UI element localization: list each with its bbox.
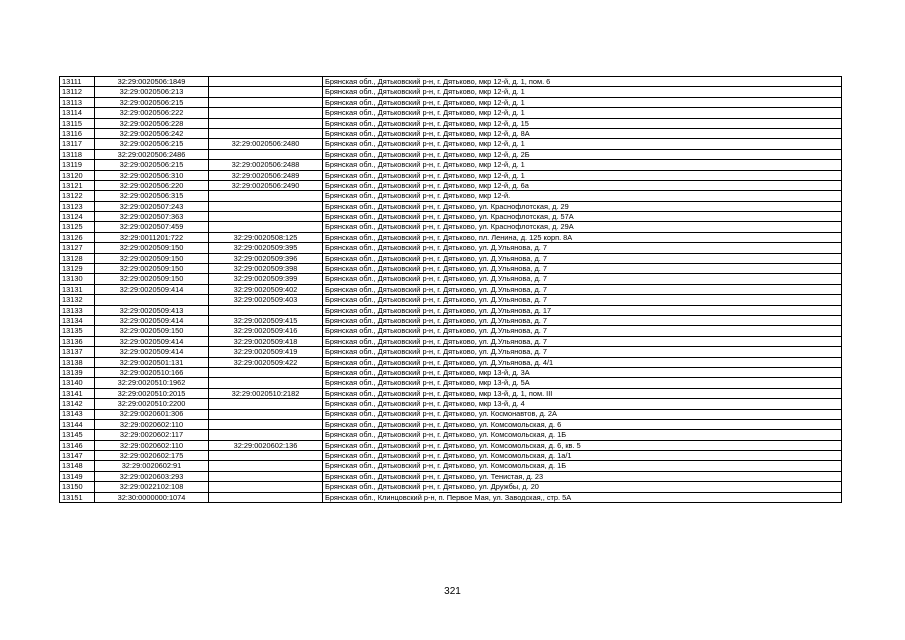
table-row — [60, 451, 842, 461]
row-number-cell: 13124 — [60, 212, 95, 222]
cadastral-number-cell — [95, 295, 209, 305]
row-number-cell: 13139 — [60, 367, 95, 377]
row-number-cell: 13113 — [60, 97, 95, 107]
address-cell: Брянская обл., Дятьковский р-н, г. Дятьково, мкр 13-й, д. 1, пом. III — [323, 388, 842, 398]
row-number-cell: 13117 — [60, 139, 95, 149]
table-row — [60, 170, 842, 180]
row-number-cell: 13122 — [60, 191, 95, 201]
row-number-cell: 13147 — [60, 451, 95, 461]
address-cell: Брянская обл., Дятьковский р-н, г. Дятьково, мкр 12-й, д. 6а — [323, 180, 842, 190]
cadastral-number-cell: 32:30:0000000:1074 — [95, 492, 209, 502]
table-row — [60, 471, 842, 481]
cadastral-number-cell: 32:29:0020509:414 — [95, 284, 209, 294]
address-cell: Брянская обл., Дятьковский р-н, г. Дятьково, ул. Д.Ульянова, д. 7 — [323, 284, 842, 294]
row-number-cell: 13116 — [60, 128, 95, 138]
secondary-cadastral-number-cell: 32:29:0020509:415 — [209, 315, 323, 325]
secondary-cadastral-number-cell — [209, 149, 323, 159]
row-number-cell: 13145 — [60, 430, 95, 440]
cadastral-number-cell: 32:29:0020602:91 — [95, 461, 209, 471]
table-row — [60, 440, 842, 450]
row-number-cell: 13134 — [60, 315, 95, 325]
secondary-cadastral-number-cell — [209, 87, 323, 97]
cadastral-number-cell: 32:29:0020507:459 — [95, 222, 209, 232]
cadastral-number-cell: 32:29:0020510:1962 — [95, 378, 209, 388]
cadastral-number-cell: 32:29:0020509:150 — [95, 326, 209, 336]
table-row — [60, 180, 842, 190]
table-row — [60, 160, 842, 170]
row-number-cell: 13130 — [60, 274, 95, 284]
address-cell: Брянская обл., Дятьковский р-н, г. Дятьково, мкр 12-й, д. 1 — [323, 160, 842, 170]
address-cell: Брянская обл., Дятьковский р-н, г. Дятьково, мкр 12-й, д. 15 — [323, 118, 842, 128]
cadastral-number-cell: 32:29:0020509:150 — [95, 274, 209, 284]
row-number-cell: 13150 — [60, 482, 95, 492]
cadastral-number-cell: 32:29:0022102:108 — [95, 482, 209, 492]
row-number-cell: 13142 — [60, 399, 95, 409]
address-cell: Брянская обл., Дятьковский р-н, г. Дятьково, ул. Комсомольская, д. 1Б — [323, 461, 842, 471]
table-row — [60, 482, 842, 492]
cadastral-number-cell: 32:29:0020509:414 — [95, 336, 209, 346]
cadastral-number-cell: 32:29:0020509:150 — [95, 243, 209, 253]
cadastral-number-cell: 32:29:0020506:215 — [95, 160, 209, 170]
row-number-cell: 13127 — [60, 243, 95, 253]
address-cell: Брянская обл., Дятьковский р-н, г. Дятьково, ул. Д.Ульянова, д. 7 — [323, 336, 842, 346]
table-row — [60, 201, 842, 211]
secondary-cadastral-number-cell: 32:29:0020509:396 — [209, 253, 323, 263]
secondary-cadastral-number-cell — [209, 128, 323, 138]
address-cell: Брянская обл., Дятьковский р-н, г. Дятьково, ул. Краснофлотская, д. 57А — [323, 212, 842, 222]
cadastral-number-cell: 32:29:0020506:215 — [95, 97, 209, 107]
secondary-cadastral-number-cell: 32:29:0020509:418 — [209, 336, 323, 346]
cadastral-number-cell: 32:29:0020506:228 — [95, 118, 209, 128]
cadastral-number-cell: 32:29:0020510:2200 — [95, 399, 209, 409]
row-number-cell: 13133 — [60, 305, 95, 315]
secondary-cadastral-number-cell — [209, 201, 323, 211]
table-row — [60, 409, 842, 419]
secondary-cadastral-number-cell — [209, 419, 323, 429]
row-number-cell: 13120 — [60, 170, 95, 180]
cadastral-number-cell: 32:29:0020509:414 — [95, 347, 209, 357]
cadastral-number-cell: 32:29:0020509:150 — [95, 253, 209, 263]
address-cell: Брянская обл., Дятьковский р-н, г. Дятьково, ул. Комсомольская, д. 6, кв. 5 — [323, 440, 842, 450]
row-number-cell: 13138 — [60, 357, 95, 367]
secondary-cadastral-number-cell: 32:29:0020506:2490 — [209, 180, 323, 190]
row-number-cell: 13141 — [60, 388, 95, 398]
secondary-cadastral-number-cell: 32:29:0020509:422 — [209, 357, 323, 367]
address-cell: Брянская обл., Дятьковский р-н, г. Дятьково, ул. Тенистая, д. 23 — [323, 471, 842, 481]
table-row — [60, 388, 842, 398]
address-cell: Брянская обл., Дятьковский р-н, г. Дятьково, ул. Д.Ульянова, д. 7 — [323, 326, 842, 336]
secondary-cadastral-number-cell — [209, 222, 323, 232]
row-number-cell: 13125 — [60, 222, 95, 232]
table-row — [60, 367, 842, 377]
cadastral-number-cell: 32:29:0020509:414 — [95, 315, 209, 325]
secondary-cadastral-number-cell: 32:29:0020509:419 — [209, 347, 323, 357]
row-number-cell: 13144 — [60, 419, 95, 429]
address-cell: Брянская обл., Дятьковский р-н, г. Дятьково, мкр 12-й, д. 1 — [323, 108, 842, 118]
secondary-cadastral-number-cell — [209, 399, 323, 409]
row-number-cell: 13118 — [60, 149, 95, 159]
table-row — [60, 222, 842, 232]
row-number-cell: 13137 — [60, 347, 95, 357]
table-row — [60, 378, 842, 388]
table-row — [60, 295, 842, 305]
table-row — [60, 97, 842, 107]
address-cell: Брянская обл., Дятьковский р-н, г. Дятьково, ул. Краснофлотская, д. 29А — [323, 222, 842, 232]
row-number-cell: 13149 — [60, 471, 95, 481]
secondary-cadastral-number-cell — [209, 378, 323, 388]
table-row — [60, 264, 842, 274]
secondary-cadastral-number-cell: 32:29:0020509:398 — [209, 264, 323, 274]
table-row — [60, 336, 842, 346]
cadastral-number-cell: 32:29:0020506:213 — [95, 87, 209, 97]
address-cell: Брянская обл., Дятьковский р-н, г. Дятьково, мкр 12-й, д. 8А — [323, 128, 842, 138]
table-row — [60, 118, 842, 128]
table-row — [60, 315, 842, 325]
cadastral-number-cell: 32:29:0020510:166 — [95, 367, 209, 377]
cadastral-number-cell: 32:29:0020506:315 — [95, 191, 209, 201]
cadastral-number-cell: 32:29:0020506:222 — [95, 108, 209, 118]
row-number-cell: 13128 — [60, 253, 95, 263]
address-cell: Брянская обл., Дятьковский р-н, г. Дятьково, мкр 12-й, д. 1 — [323, 97, 842, 107]
cadastral-number-cell: 32:29:0020507:363 — [95, 212, 209, 222]
row-number-cell: 13151 — [60, 492, 95, 502]
address-cell: Брянская обл., Дятьковский р-н, г. Дятьково, пл. Ленина, д. 125 корп. 8А — [323, 232, 842, 242]
secondary-cadastral-number-cell: 32:29:0020506:2488 — [209, 160, 323, 170]
table-row — [60, 357, 842, 367]
secondary-cadastral-number-cell: 32:29:0020509:403 — [209, 295, 323, 305]
row-number-cell: 13115 — [60, 118, 95, 128]
secondary-cadastral-number-cell — [209, 191, 323, 201]
address-cell: Брянская обл., Дятьковский р-н, г. Дятьково, мкр 12-й, д. 1 — [323, 139, 842, 149]
address-cell: Брянская обл., Дятьковский р-н, г. Дятьково, ул. Д.Ульянова, д. 7 — [323, 253, 842, 263]
row-number-cell: 13123 — [60, 201, 95, 211]
address-cell: Брянская обл., Дятьковский р-н, г. Дятьково, мкр 12-й, д. 1 — [323, 87, 842, 97]
row-number-cell: 13126 — [60, 232, 95, 242]
table-row — [60, 128, 842, 138]
cadastral-number-cell: 32:29:0020510:2015 — [95, 388, 209, 398]
secondary-cadastral-number-cell: 32:29:0020602:136 — [209, 440, 323, 450]
table-row — [60, 243, 842, 253]
table-row — [60, 212, 842, 222]
table-row — [60, 347, 842, 357]
cadastral-number-cell: 32:29:0020602:110 — [95, 440, 209, 450]
cadastral-number-cell: 32:29:0020506:310 — [95, 170, 209, 180]
address-cell: Брянская обл., Дятьковский р-н, г. Дятьково, ул. Д.Ульянова, д. 4/1 — [323, 357, 842, 367]
secondary-cadastral-number-cell — [209, 461, 323, 471]
table-row — [60, 492, 842, 502]
address-cell: Брянская обл., Дятьковский р-н, г. Дятьково, ул. Космонавтов, д. 2А — [323, 409, 842, 419]
cadastral-number-cell: 32:29:0020602:175 — [95, 451, 209, 461]
row-number-cell: 13112 — [60, 87, 95, 97]
page-number: 321 — [444, 586, 461, 597]
address-cell: Брянская обл., Дятьковский р-н, г. Дятьково, мкр 13-й, д. 4 — [323, 399, 842, 409]
row-number-cell: 13119 — [60, 160, 95, 170]
secondary-cadastral-number-cell — [209, 367, 323, 377]
row-number-cell: 13135 — [60, 326, 95, 336]
cadastral-number-cell: 32:29:0020507:243 — [95, 201, 209, 211]
address-cell: Брянская обл., Дятьковский р-н, г. Дятьково, ул. Дружбы, д. 20 — [323, 482, 842, 492]
address-cell: Брянская обл., Дятьковский р-н, г. Дятьково, ул. Д.Ульянова, д. 7 — [323, 315, 842, 325]
table-row — [60, 149, 842, 159]
cadastral-number-cell: 32:29:0020602:110 — [95, 419, 209, 429]
address-cell: Брянская обл., Дятьковский р-н, г. Дятьково, ул. Комсомольская, д. 1а/1 — [323, 451, 842, 461]
row-number-cell: 13131 — [60, 284, 95, 294]
address-cell: Брянская обл., Дятьковский р-н, г. Дятьково, мкр 12-й. — [323, 191, 842, 201]
secondary-cadastral-number-cell — [209, 451, 323, 461]
secondary-cadastral-number-cell: 32:29:0020509:402 — [209, 284, 323, 294]
table-row — [60, 232, 842, 242]
cadastral-number-cell: 32:29:0020506:242 — [95, 128, 209, 138]
secondary-cadastral-number-cell: 32:29:0020509:399 — [209, 274, 323, 284]
row-number-cell: 13140 — [60, 378, 95, 388]
secondary-cadastral-number-cell — [209, 108, 323, 118]
address-cell: Брянская обл., Дятьковский р-н, г. Дятьково, ул. Д.Ульянова, д. 7 — [323, 295, 842, 305]
address-cell: Брянская обл., Дятьковский р-н, г. Дятьково, мкр 12-й, д. 1, пом. 6 — [323, 77, 842, 87]
cadastral-number-cell: 32:29:0020506:1849 — [95, 77, 209, 87]
table-row — [60, 419, 842, 429]
table-row — [60, 77, 842, 87]
cadastral-number-cell: 32:29:0020506:215 — [95, 139, 209, 149]
table-row — [60, 305, 842, 315]
cadastral-number-cell: 32:29:0011201:722 — [95, 232, 209, 242]
secondary-cadastral-number-cell — [209, 77, 323, 87]
cadastral-number-cell: 32:29:0020603:293 — [95, 471, 209, 481]
table-row — [60, 430, 842, 440]
row-number-cell: 13148 — [60, 461, 95, 471]
table-row — [60, 274, 842, 284]
address-cell: Брянская обл., Дятьковский р-н, г. Дятьково, мкр 12-й, д. 1 — [323, 170, 842, 180]
secondary-cadastral-number-cell — [209, 118, 323, 128]
address-cell: Брянская обл., Дятьковский р-н, г. Дятьково, ул. Д.Ульянова, д. 7 — [323, 347, 842, 357]
secondary-cadastral-number-cell — [209, 430, 323, 440]
address-cell: Брянская обл., Дятьковский р-н, г. Дятьково, ул. Краснофлотская, д. 29 — [323, 201, 842, 211]
secondary-cadastral-number-cell — [209, 482, 323, 492]
row-number-cell: 13129 — [60, 264, 95, 274]
row-number-cell: 13132 — [60, 295, 95, 305]
table-body — [60, 77, 842, 503]
secondary-cadastral-number-cell — [209, 212, 323, 222]
secondary-cadastral-number-cell — [209, 492, 323, 502]
row-number-cell: 13121 — [60, 180, 95, 190]
address-cell: Брянская обл., Клинцовский р-н, п. Первое Мая, ул. Заводская,, стр. 5А — [323, 492, 842, 502]
secondary-cadastral-number-cell: 32:29:0020508:125 — [209, 232, 323, 242]
table-row — [60, 139, 842, 149]
cadastral-number-cell: 32:29:0020501:131 — [95, 357, 209, 367]
cadastral-number-cell: 32:29:0020506:220 — [95, 180, 209, 190]
address-cell: Брянская обл., Дятьковский р-н, г. Дятьково, мкр 12-й, д. 2Б — [323, 149, 842, 159]
row-number-cell: 13143 — [60, 409, 95, 419]
secondary-cadastral-number-cell — [209, 97, 323, 107]
secondary-cadastral-number-cell: 32:29:0020506:2480 — [209, 139, 323, 149]
address-cell: Брянская обл., Дятьковский р-н, г. Дятьково, ул. Д.Ульянова, д. 7 — [323, 264, 842, 274]
address-cell: Брянская обл., Дятьковский р-н, г. Дятьково, ул. Комсомольская, д. 6 — [323, 419, 842, 429]
table-row — [60, 326, 842, 336]
table-row — [60, 461, 842, 471]
cadastral-number-cell: 32:29:0020509:150 — [95, 264, 209, 274]
secondary-cadastral-number-cell — [209, 471, 323, 481]
secondary-cadastral-number-cell: 32:29:0020510:2182 — [209, 388, 323, 398]
row-number-cell: 13146 — [60, 440, 95, 450]
address-cell: Брянская обл., Дятьковский р-н, г. Дятьково, мкр 13-й, д. 5А — [323, 378, 842, 388]
row-number-cell: 13136 — [60, 336, 95, 346]
address-cell: Брянская обл., Дятьковский р-н, г. Дятьково, ул. Д.Ульянова, д. 7 — [323, 274, 842, 284]
cadastral-number-cell: 32:29:0020602:117 — [95, 430, 209, 440]
cadastral-number-cell: 32:29:0020506:2486 — [95, 149, 209, 159]
secondary-cadastral-number-cell: 32:29:0020509:416 — [209, 326, 323, 336]
table-row — [60, 284, 842, 294]
row-number-cell: 13111 — [60, 77, 95, 87]
table-row — [60, 253, 842, 263]
property-register-table — [59, 76, 842, 503]
table-row — [60, 399, 842, 409]
address-cell: Брянская обл., Дятьковский р-н, г. Дятьково, ул. Комсомольская, д. 1Б — [323, 430, 842, 440]
secondary-cadastral-number-cell — [209, 409, 323, 419]
cadastral-number-cell: 32:29:0020509:413 — [95, 305, 209, 315]
secondary-cadastral-number-cell: 32:29:0020509:395 — [209, 243, 323, 253]
table-row — [60, 191, 842, 201]
secondary-cadastral-number-cell — [209, 305, 323, 315]
row-number-cell: 13114 — [60, 108, 95, 118]
address-cell: Брянская обл., Дятьковский р-н, г. Дятьково, мкр 13-й, д. 3А — [323, 367, 842, 377]
cadastral-number-cell: 32:29:0020601:306 — [95, 409, 209, 419]
secondary-cadastral-number-cell: 32:29:0020506:2489 — [209, 170, 323, 180]
address-cell: Брянская обл., Дятьковский р-н, г. Дятьково, ул. Д.Ульянова, д. 7 — [323, 243, 842, 253]
address-cell: Брянская обл., Дятьковский р-н, г. Дятьково, ул. Д.Ульянова, д. 17 — [323, 305, 842, 315]
table-row — [60, 108, 842, 118]
table-row — [60, 87, 842, 97]
